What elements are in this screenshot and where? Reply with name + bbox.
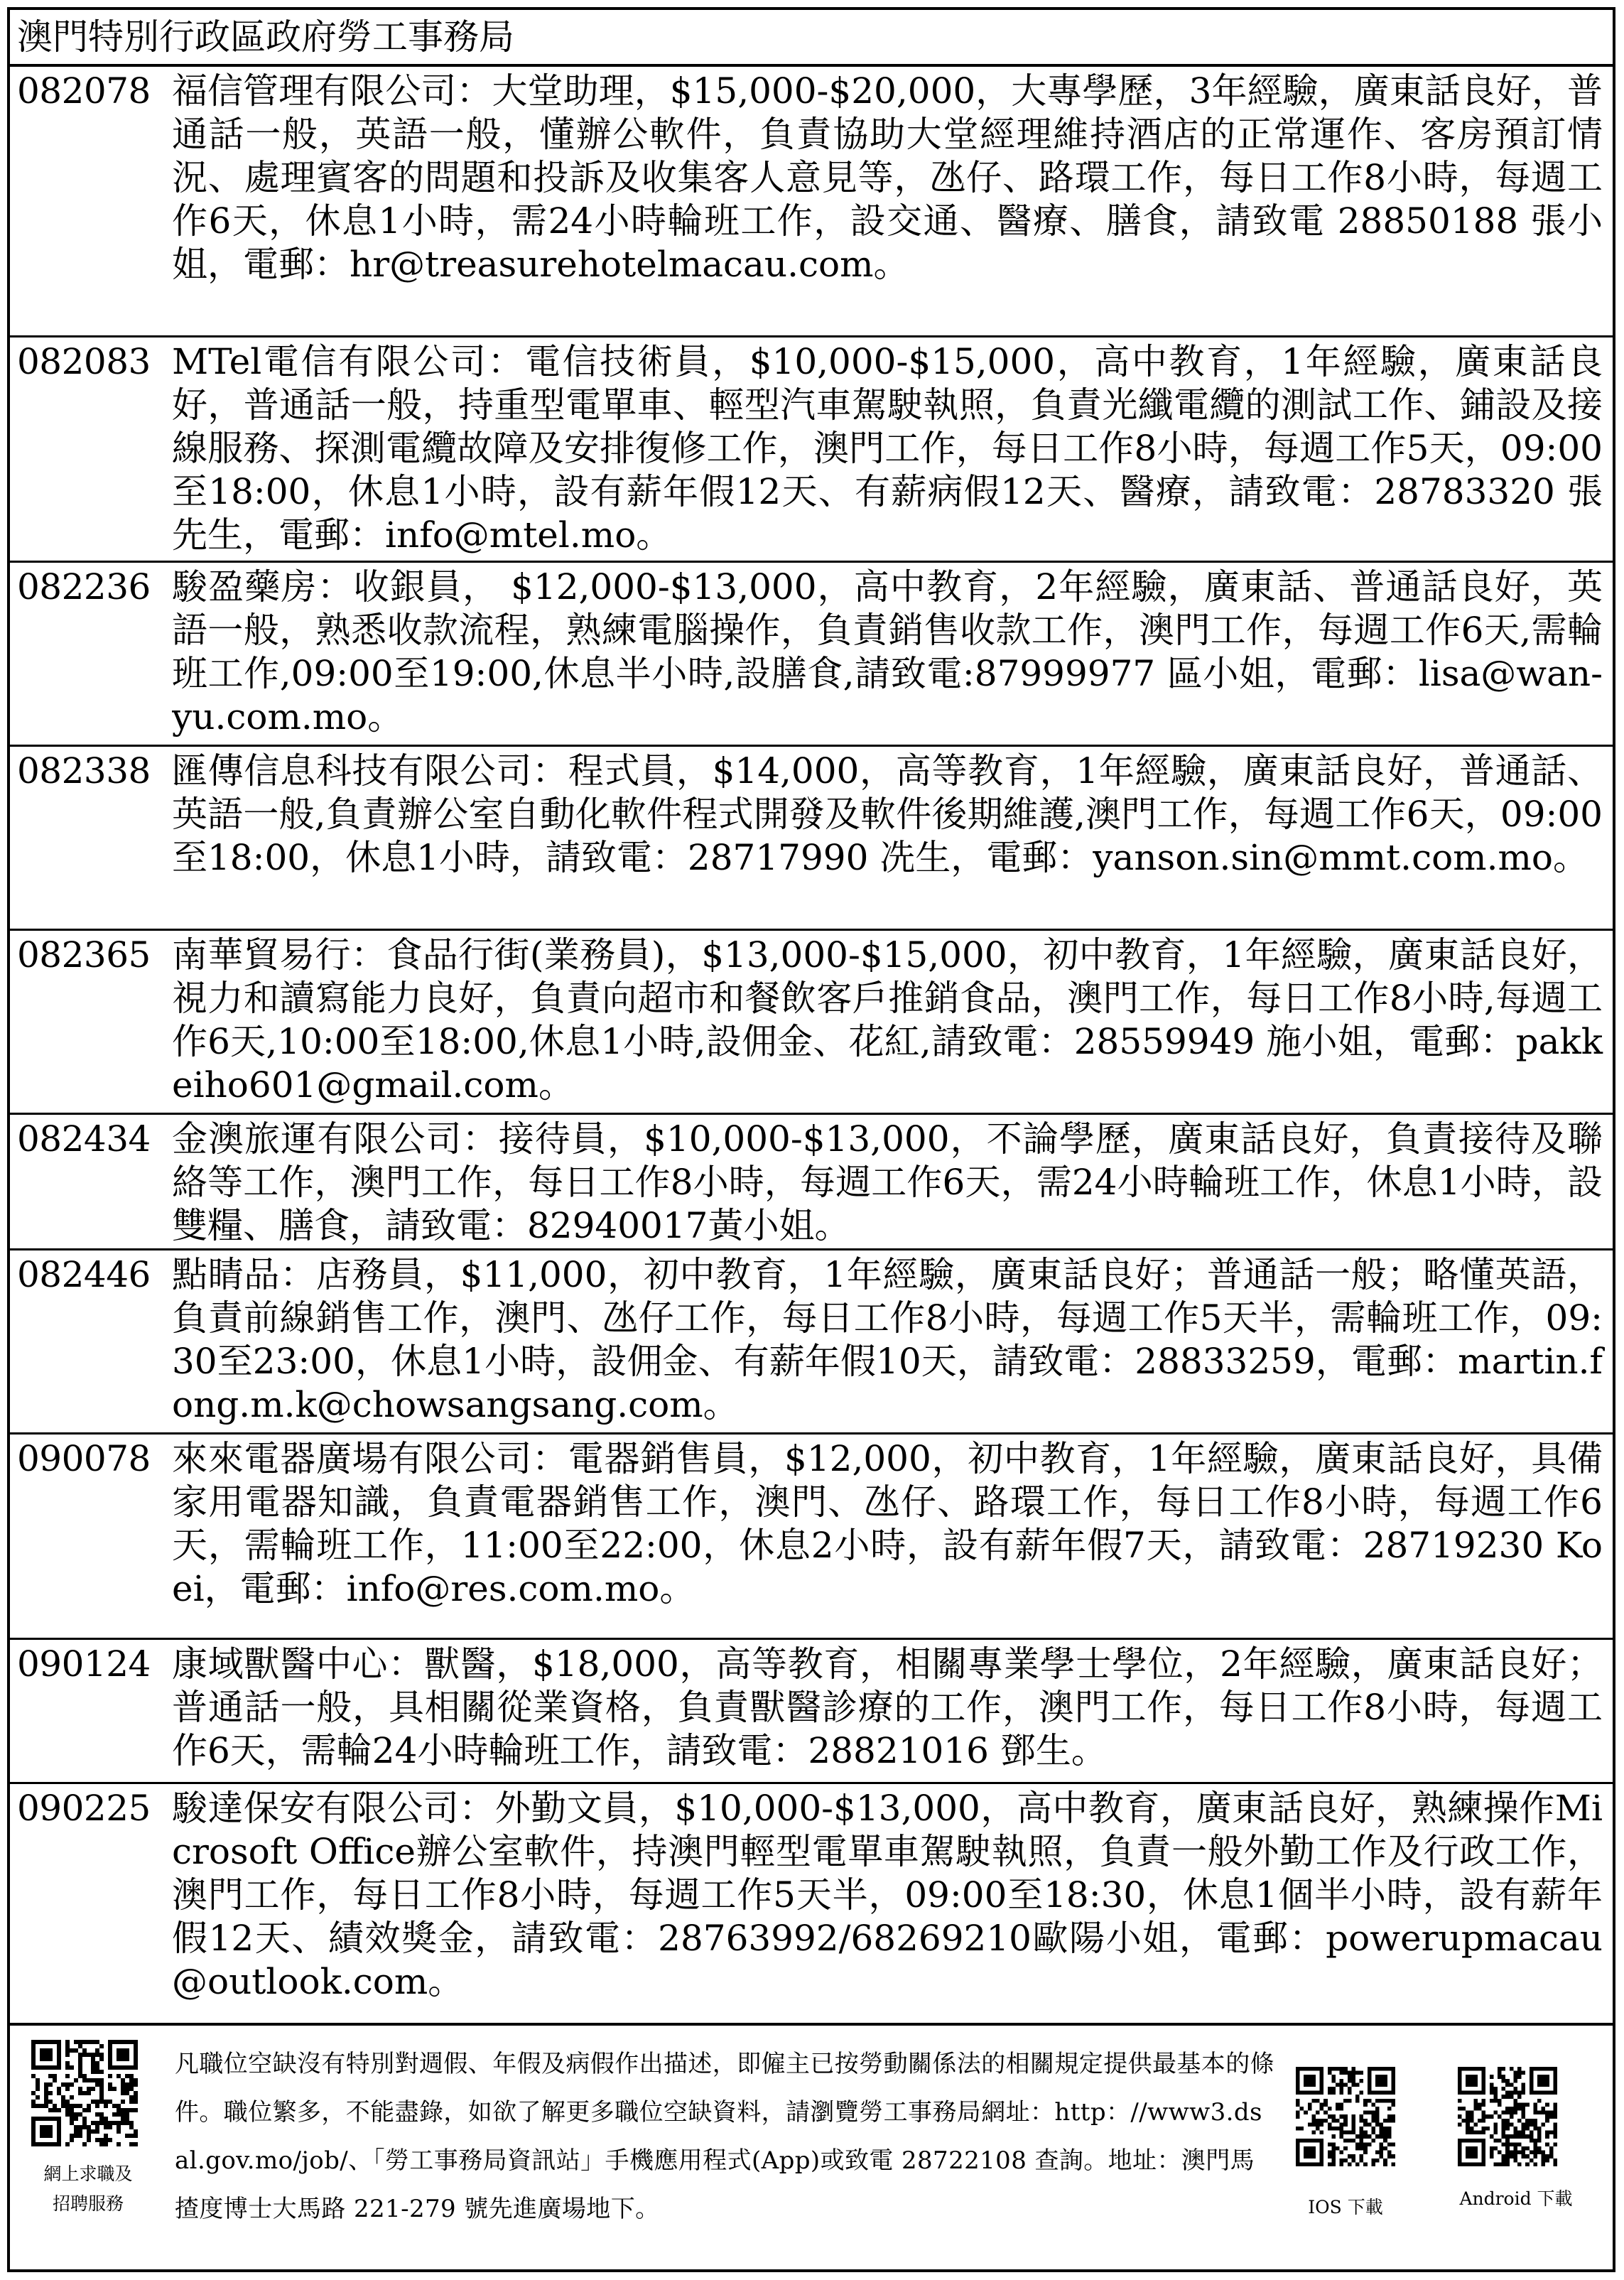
job-listing: [10, 337, 1613, 563]
ios-download-caption: IOS 下載: [1308, 2197, 1383, 2217]
job-description: 駿盈藥房：收銀員， $12,000-$13,000，高中教育，2年經驗，廣東話、普通話良好，英語一般，熟悉收款流程，熟練電腦操作，負責銷售收款工作，澳門工作，每週工作6天,需輪班工作,09:00至19:00,休息半小時,設膳食,請致電:87999977 區小姐，電郵：lisa@wan-yu.com.mo。: [172, 566, 1603, 738]
page-title: 澳門特別行政區政府勞工事務局: [10, 10, 1613, 67]
job-listing: [10, 1784, 1613, 2023]
job-code: 082434: [17, 1118, 151, 1160]
online-job-qr-block: [10, 2026, 166, 2271]
ios-download-qr-code-icon[interactable]: [1296, 2067, 1395, 2166]
ios-qr-block: [1274, 2026, 1417, 2271]
android-qr-block: [1431, 2026, 1601, 2271]
footer-notice: 凡職位空缺沒有特別對週假、年假及病假作出描述，即僱主已按勞動關係法的相關規定提供最基本的條件。職位繁多，不能盡錄，如欲了解更多職位空缺資料，請瀏覽勞工事務局網址：http：//www3.dsal.gov.mo/job/、「勞工事務局資訊站」手機應用程式(App)或致電 28722108 查詢。地址：澳門馬揸度博士大馬路 221-279 號先進廣場地下。: [175, 2050, 1274, 2223]
online-jobs-caption-line1: 網上求職及: [43, 2163, 133, 2184]
job-code: 082365: [17, 934, 151, 976]
job-description: 匯傳信息科技有限公司：程式員，$14,000，高等教育，1年經驗，廣東話良好，普通話、英語一般,負責辦公室自動化軟件程式開發及軟件後期維護,澳門工作，每週工作6天，09:00至18:00，休息1小時，請致電：28717990 冼生，電郵：yanson.sin@mmt.com.mo。: [172, 750, 1603, 878]
job-listing: [10, 1250, 1613, 1435]
android-download-caption: Android 下載: [1459, 2188, 1573, 2209]
job-code: 082083: [17, 341, 151, 382]
job-listing: [10, 1115, 1613, 1250]
job-description: MTel電信有限公司：電信技術員，$10,000-$15,000，高中教育，1年經驗，廣東話良好，普通話一般，持重型電單車、輕型汽車駕駛執照，負責光纖電纜的測試工作、鋪設及接線服務、探測電纜故障及安排復修工作，澳門工作，每日工作8小時，每週工作5天，09:00至18:00，休息1小時，設有薪年假12天、有薪病假12天、醫療，請致電：28783320 張先生，電郵：info@mtel.mo。: [172, 341, 1603, 556]
job-description: 南華貿易行：食品行街(業務員)，$13,000-$15,000，初中教育，1年經驗，廣東話良好，視力和讀寫能力良好，負責向超市和餐飲客戶推銷食品，澳門工作，每日工作8小時,每週工作6天,10:00至18:00,休息1小時,設佣金、花紅,請致電：28559949 施小姐，電郵：pakkeiho601@gmail.com。: [172, 934, 1603, 1106]
job-description: 點睛品：店務員，$11,000，初中教育，1年經驗，廣東話良好；普通話一般；略懂英語，負責前線銷售工作，澳門、氹仔工作，每日工作8小時，每週工作5天半，需輪班工作，09:30至23:00，休息1小時，設佣金、有薪年假10天，請致電：28833259，電郵：martin.fong.m.k@chowsangsang.com。: [172, 1254, 1603, 1425]
job-description: 福信管理有限公司：大堂助理，$15,000-$20,000，大專學歷，3年經驗，廣東話良好，普通話一般，英語一般，懂辦公軟件，負責協助大堂經理維持酒店的正常運作、客房預訂情況、處理賓客的問題和投訴及收集客人意見等，氹仔、路環工作，每日工作8小時，每週工作6天，休息1小時，需24小時輪班工作，設交通、醫療、膳食，請致電 28850188 張小姐，電郵：hr@treasurehotelmacau.com。: [172, 70, 1603, 285]
job-listing: [10, 67, 1613, 337]
job-listings-sheet: [7, 7, 1615, 2272]
job-listing: [10, 1435, 1613, 1640]
job-description: 駿達保安有限公司：外勤文員，$10,000-$13,000，高中教育，廣東話良好，熟練操作Microsoft Office辦公室軟件，持澳門輕型電單車駕駛執照，負責一般外勤工作及行政工作，澳門工作，每日工作8小時，每週工作5天半，09:00至18:30，休息1個半小時，設有薪年假12天、績效獎金，請致電：28763992/68269210歐陽小姐，電郵：powerupmacau@outlook.com。: [172, 1788, 1603, 2002]
online-jobs-caption-line2: 招聘服務: [52, 2193, 124, 2214]
listings: [10, 67, 1613, 2023]
job-code: 082338: [17, 750, 151, 791]
job-code: 090225: [17, 1788, 151, 1829]
job-listing: [10, 1640, 1613, 1784]
job-listing: [10, 747, 1613, 931]
job-description: 康域獸醫中心：獸醫，$18,000，高等教育，相關專業學士學位，2年經驗，廣東話良好；普通話一般，具相關從業資格，負責獸醫診療的工作，澳門工作，每日工作8小時，每週工作6天，需輪24小時輪班工作，請致電：28821016 鄧生。: [172, 1643, 1603, 1771]
job-listing: [10, 563, 1613, 747]
job-listing: [10, 931, 1613, 1115]
job-code: 082236: [17, 566, 151, 607]
android-download-qr-code-icon[interactable]: [1458, 2067, 1557, 2166]
job-description: 金澳旅運有限公司：接待員，$10,000-$13,000，不論學歷，廣東話良好，負責接待及聯絡等工作，澳門工作，每日工作8小時，每週工作6天，需24小時輪班工作，休息1小時，設雙糧、膳食，請致電：82940017黃小姐。: [172, 1118, 1603, 1246]
job-code: 082446: [17, 1254, 151, 1295]
job-code: 090078: [17, 1438, 151, 1479]
job-code: 082078: [17, 70, 151, 112]
job-code: 090124: [17, 1643, 151, 1685]
job-description: 來來電器廣場有限公司：電器銷售員，$12,000，初中教育，1年經驗，廣東話良好，具備家用電器知識，負責電器銷售工作，澳門、氹仔、路環工作，每日工作8小時，每週工作6天，需輪班工作，11:00至22:00，休息2小時，設有薪年假7天，請致電：28719230 Koei，電郵：info@res.com.mo。: [172, 1438, 1603, 1609]
online-jobs-qr-code-icon[interactable]: [31, 2040, 138, 2146]
footer: [10, 2023, 1613, 2272]
